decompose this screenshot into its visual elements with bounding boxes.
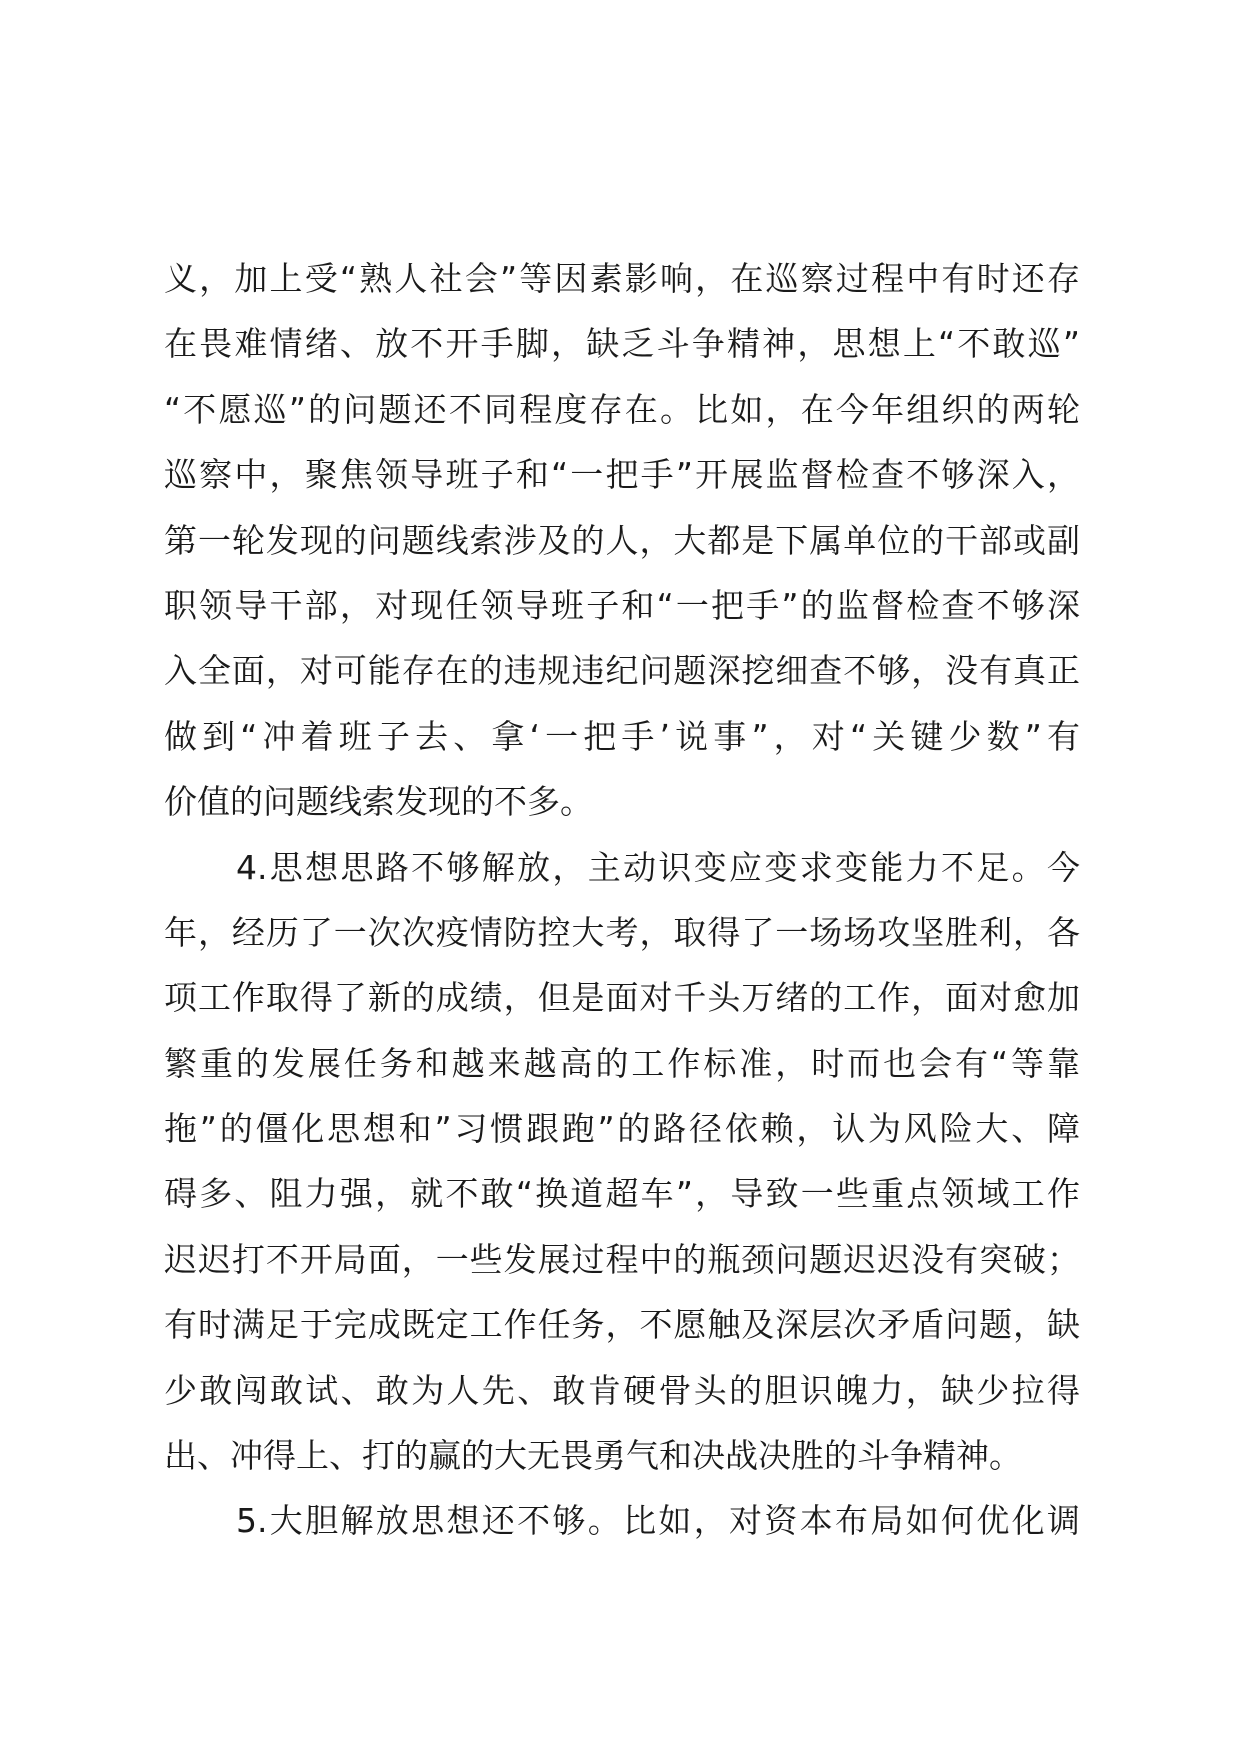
text-line: 做到“冲着班子去、拿‘一把手’说事”，对“关键少数”有	[164, 716, 1080, 756]
text-line: 项工作取得了新的成绩，但是面对千头万绪的工作，面对愈加	[164, 978, 1080, 1018]
text-line: 4.思想思路不够解放，主动识变应变求变能力不足。今	[236, 847, 1080, 887]
text-line: 在畏难情绪、放不开手脚，缺乏斗争精神，思想上“不敢巡”	[164, 324, 1080, 364]
text-line: 入全面，对可能存在的违规违纪问题深挖细查不够，没有真正	[164, 651, 1080, 691]
text-line: 价值的问题线索发现的不多。	[164, 782, 593, 822]
text-line: 碍多、阻力强，就不敢“换道超车”，导致一些重点领域工作	[164, 1174, 1080, 1214]
text-line: 繁重的发展任务和越来越高的工作标准，时而也会有“等靠	[164, 1043, 1080, 1083]
text-line: 年，经历了一次次疫情防控大考，取得了一场场攻坚胜利，各	[164, 912, 1080, 952]
text-line: “不愿巡”的问题还不同程度存在。比如，在今年组织的两轮	[164, 389, 1080, 429]
text-line: 出、冲得上、打的赢的大无畏勇气和决战决胜的斗争精神。	[164, 1436, 1022, 1476]
text-line: 义，加上受“熟人社会”等因素影响，在巡察过程中有时还存	[164, 259, 1080, 298]
text-line: 5.大胆解放思想还不够。比如，对资本布局如何优化调	[236, 1501, 1080, 1541]
text-line: 职领导干部，对现任领导班子和“一把手”的监督检查不够深	[164, 585, 1080, 625]
body-text	[164, 246, 1080, 1554]
text-line: 第一轮发现的问题线索涉及的人，大都是下属单位的干部或副	[164, 520, 1080, 560]
text-line: 迟迟打不开局面，一些发展过程中的瓶颈问题迟迟没有突破；	[164, 1239, 1080, 1279]
text-line: 拖”的僵化思想和”习惯跟跑”的路径依赖，认为风险大、障	[164, 1109, 1080, 1149]
text-line: 少敢闯敢试、敢为人先、敢肯硬骨头的胆识魄力，缺少拉得	[164, 1370, 1080, 1410]
text-line: 巡察中，聚焦领导班子和“一把手”开展监督检查不够深入，	[164, 455, 1080, 495]
text-line: 有时满足于完成既定工作任务，不愿触及深层次矛盾问题，缺	[164, 1305, 1080, 1345]
